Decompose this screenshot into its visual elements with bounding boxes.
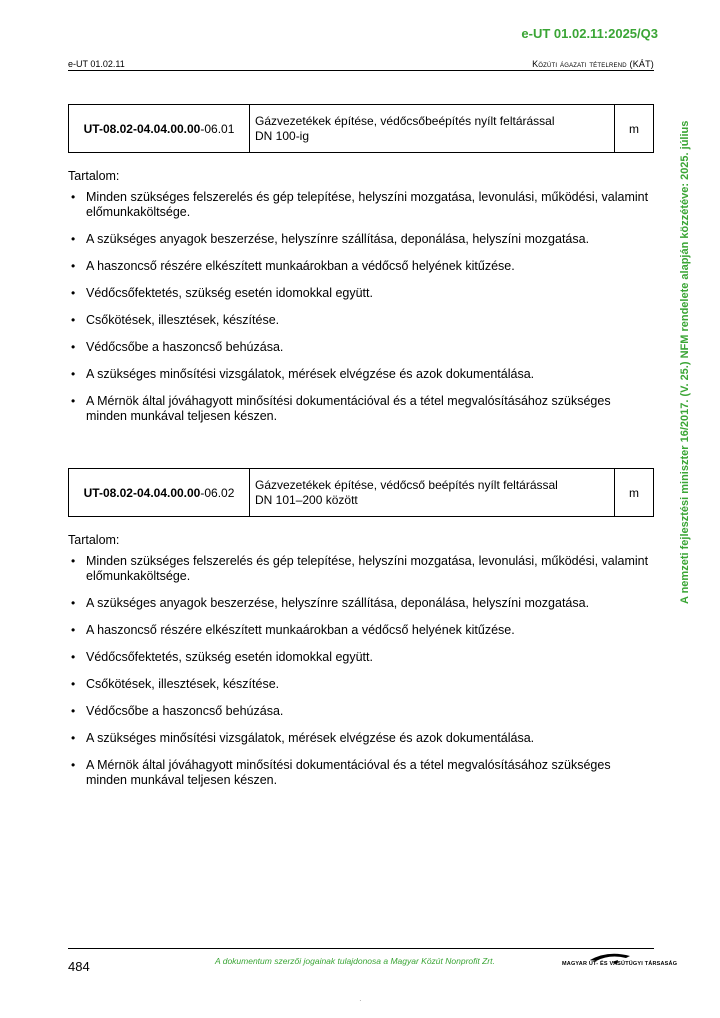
list-item [68, 758, 654, 788]
bullet-icon: • [71, 623, 76, 637]
list-item [68, 190, 654, 220]
list-item-text: Csőkötések, illesztések, készítése. [86, 677, 280, 691]
bullet-icon: • [71, 394, 76, 408]
page-mark: · [359, 996, 362, 1005]
item-code-suffix: -06.02 [200, 485, 235, 500]
copyright-notice: A dokumentum szerzői jogainak tulajdonosa a Magyar Közút Nonprofit Zrt. [215, 956, 495, 966]
list-item [68, 554, 654, 584]
page-number: 484 [68, 959, 90, 974]
bullet-icon: • [71, 340, 76, 354]
bullet-icon: • [71, 286, 76, 300]
item-section-2 [68, 468, 654, 800]
item-description-line2: DN 101–200 között [255, 492, 358, 507]
list-item [68, 731, 654, 746]
bullet-icon: • [71, 596, 76, 610]
item-unit-cell: m [615, 105, 654, 153]
list-item-text: Csőkötések, illesztések, készítése. [86, 313, 280, 327]
header-doc-id: e-UT 01.02.11 [68, 59, 125, 69]
list-item-text: Védőcsőbe a haszoncső behúzása. [86, 340, 284, 354]
content-label: Tartalom: [68, 169, 120, 183]
footer-divider [68, 948, 654, 949]
list-item [68, 394, 654, 424]
list-item [68, 313, 654, 328]
bullet-icon: • [71, 190, 76, 204]
bullet-icon: • [71, 731, 76, 745]
list-item [68, 286, 654, 301]
list-item-text: Védőcsőfektetés, szükség esetén idomokkal együtt. [86, 650, 373, 664]
list-item [68, 623, 654, 638]
list-item-text: Minden szükséges felszerelés és gép telepítése, helyszíni mozgatása, levonulási, működési, valamint előmunkaköltsége. [86, 554, 649, 583]
list-item [68, 232, 654, 247]
list-item-text: A szükséges anyagok beszerzése, helyszínre szállítása, deponálása, helyszíni mozgatása. [86, 232, 590, 246]
bullet-icon: • [71, 704, 76, 718]
bullet-icon: • [71, 758, 76, 772]
content-label: Tartalom: [68, 533, 120, 547]
content-list [68, 554, 654, 788]
bullet-icon: • [71, 650, 76, 664]
list-item [68, 704, 654, 719]
item-code-main: UT-08.02-04.04.00.00 [83, 121, 201, 136]
header-divider [68, 70, 654, 71]
bullet-icon: • [71, 232, 76, 246]
item-description-line1: Gázvezetékek építése, védőcsőbeépítés nyílt feltárással [255, 113, 555, 128]
company-logo-text: MAGYAR ÚT- ÉS VASÚTÜGYI TÁRSASÁG [562, 961, 678, 967]
bullet-icon: • [71, 367, 76, 381]
item-header-table [68, 468, 654, 517]
list-item-text: A haszoncső részére elkészített munkaárokban a védőcső helyének kitűzése. [86, 259, 515, 273]
list-item [68, 340, 654, 355]
list-item-text: A szükséges anyagok beszerzése, helyszínre szállítása, deponálása, helyszíni mozgatása. [86, 596, 590, 610]
list-item-text: Minden szükséges felszerelés és gép telepítése, helyszíni mozgatása, levonulási, működési, valamint előmunkaköltsége. [86, 190, 649, 219]
list-item-text: Védőcsőbe a haszoncső behúzása. [86, 704, 284, 718]
item-header-table [68, 104, 654, 153]
document-code: e-UT 01.02.11:2025/Q3 [521, 26, 658, 41]
list-item [68, 650, 654, 665]
bullet-icon: • [71, 554, 76, 568]
publication-side-note: A nemzeti fejlesztési miniszter 16/2017. (V. 25.) NFM rendelete alapján közzétéve: 2025. július [679, 120, 691, 604]
item-section-1 [68, 104, 654, 436]
list-item [68, 596, 654, 611]
bullet-icon: • [71, 259, 76, 273]
list-item-text: A Mérnök által jóváhagyott minősítési dokumentációval és a tétel megvalósításához szükséges minden munkával teljesen készen. [86, 758, 611, 787]
item-description-cell [250, 469, 615, 517]
content-list [68, 190, 654, 424]
item-description-cell [250, 105, 615, 153]
list-item-text: A szükséges minősítési vizsgálatok, mérések elvégzése és azok dokumentálása. [86, 731, 535, 745]
list-item [68, 367, 654, 382]
bullet-icon: • [71, 677, 76, 691]
item-unit-cell: m [615, 469, 654, 517]
list-item-text: A szükséges minősítési vizsgálatok, mérések elvégzése és azok dokumentálása. [86, 367, 535, 381]
list-item-text: A Mérnök által jóváhagyott minősítési dokumentációval és a tétel megvalósításához szükséges minden munkával teljesen készen. [86, 394, 611, 423]
list-item [68, 259, 654, 274]
list-item [68, 677, 654, 692]
bullet-icon: • [71, 313, 76, 327]
list-item-text: A haszoncső részére elkészített munkaárokban a védőcső helyének kitűzése. [86, 623, 515, 637]
item-code-suffix: -06.01 [200, 121, 235, 136]
item-code-cell [69, 469, 250, 517]
item-description-line1: Gázvezetékek építése, védőcső beépítés nyílt feltárással [255, 477, 558, 492]
item-code-main: UT-08.02-04.04.00.00 [83, 485, 201, 500]
header-title: Közúti ágazati tételrend (KÁT) [532, 59, 654, 69]
item-description-line2: DN 100-ig [255, 128, 310, 143]
list-item-text: Védőcsőfektetés, szükség esetén idomokkal együtt. [86, 286, 373, 300]
item-code-cell [69, 105, 250, 153]
